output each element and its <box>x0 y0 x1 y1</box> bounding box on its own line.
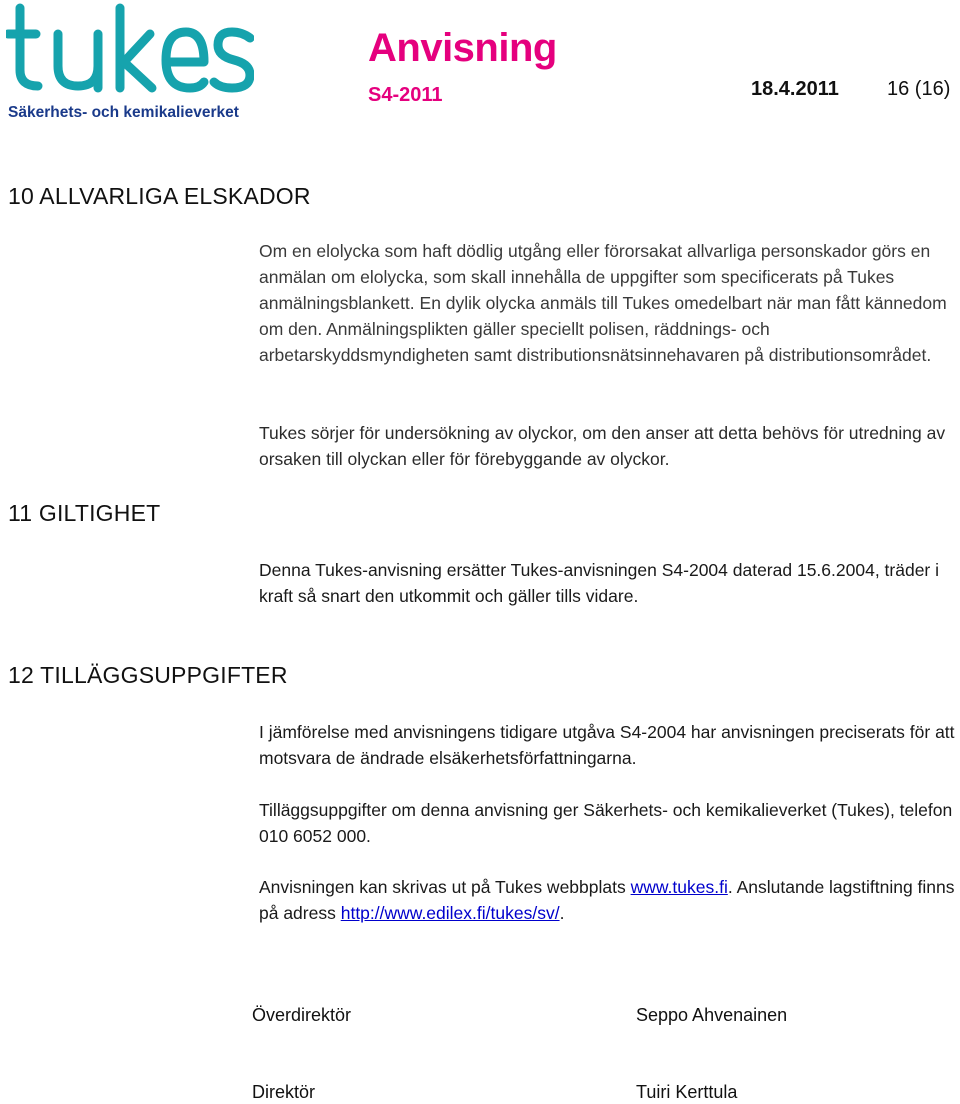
paragraph-text: . Anslutande lagstiftning finns på adress <box>259 877 955 923</box>
section-12-paragraph-3 <box>259 874 959 926</box>
paragraph-text: . <box>559 903 565 923</box>
section-11-paragraph: Denna Tukes-anvisning ersätter Tukes-anvisningen S4-2004 daterad 15.6.2004, träder i kraft så snart den utkommit och gäller tills vidare. <box>259 560 940 606</box>
page-number: 16 (16) <box>887 78 951 100</box>
signatory-name-2: Tuiri Kerttula <box>636 1082 738 1102</box>
document-date: 18.4.2011 <box>751 78 839 100</box>
section-10-paragraph-1: Om en elolycka som haft dödlig utgång eller förorsakat allvarliga personskador görs en anmälan om elolycka, som skall innehålla de uppgifter som specificerats på Tukes anmälningsblankett. En dylik olycka anmäls till Tukes omedelbart när man fått kännedom om den. Anmälningsplikten gäller speciellt polisen, räddnings- och arbetarskyddsmyndigheten samt distributionsnätsinnehavaren på distributionsområdet. <box>259 241 947 365</box>
section-heading-11: 11 GILTIGHET <box>8 500 161 526</box>
logo-tagline: Säkerhets- och kemikalieverket <box>8 104 239 121</box>
section-heading-10: 10 ALLVARLIGA ELSKADOR <box>8 183 311 209</box>
paragraph-text: Anvisningen kan skrivas ut på Tukes webbplats <box>259 877 631 897</box>
signatory-name-1: Seppo Ahvenainen <box>636 1005 788 1025</box>
section-12-paragraph-1: I jämförelse med anvisningens tidigare utgåva S4-2004 har anvisningen preciserats för att motsvara de ändrade elsäkerhetsförfattningarna. <box>259 722 955 768</box>
edilex-link[interactable]: http://www.edilex.fi/tukes/sv/ <box>340 903 560 923</box>
document-code: S4-2011 <box>368 84 443 106</box>
section-10-paragraph-2: Tukes sörjer för undersökning av olyckor, om den anser att detta behövs för utredning av orsaken till olyckan eller för förebyggande av olyckor. <box>259 423 946 469</box>
section-12-paragraph-2: Tilläggsuppgifter om denna anvisning ger Säkerhets- och kemikalieverket (Tukes), telefon 010 6052 000. <box>259 800 953 846</box>
signatory-title-2: Direktör <box>252 1082 316 1102</box>
section-heading-12: 12 TILLÄGGSUPPGIFTER <box>8 662 288 688</box>
tukes-logo <box>6 0 254 124</box>
signatory-title-1: Överdirektör <box>252 1005 352 1025</box>
tukes-website-link[interactable]: www.tukes.fi <box>630 877 728 897</box>
document-title: Anvisning <box>368 26 557 70</box>
